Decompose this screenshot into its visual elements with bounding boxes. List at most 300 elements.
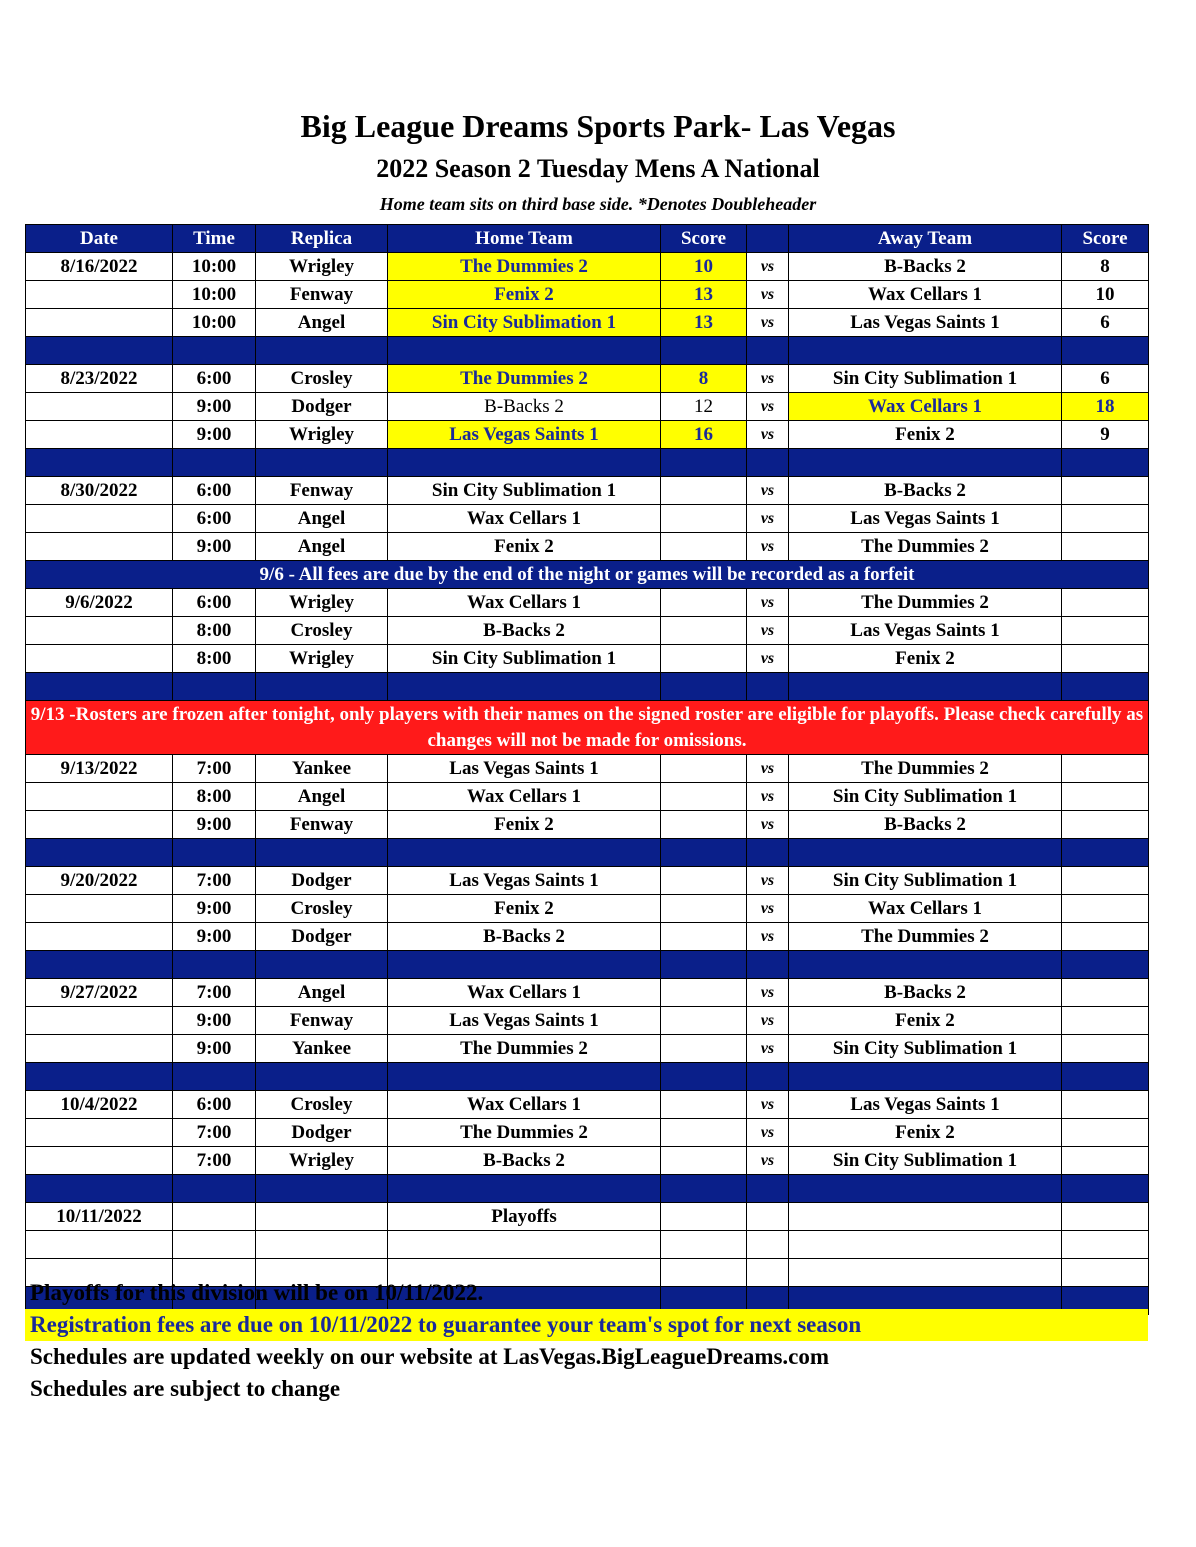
home-score-cell xyxy=(661,923,747,951)
separator-cell xyxy=(1062,1175,1149,1203)
date-cell xyxy=(26,309,173,337)
date-cell xyxy=(26,533,173,561)
vs-cell: vs xyxy=(747,309,789,337)
home-team-cell: Wax Cellars 1 xyxy=(388,505,661,533)
separator-cell xyxy=(26,1063,173,1091)
home-score-cell xyxy=(661,589,747,617)
vs-cell: vs xyxy=(747,645,789,673)
table-row xyxy=(26,1147,1149,1175)
vs-cell xyxy=(747,1203,789,1231)
away-score-cell xyxy=(1062,533,1149,561)
vs-cell: vs xyxy=(747,1147,789,1175)
home-team-cell: Las Vegas Saints 1 xyxy=(388,1007,661,1035)
separator-cell xyxy=(661,839,747,867)
footer-playoffs-note: Playoffs for this division will be on 10/11/2022. xyxy=(30,1280,484,1305)
time-cell: 8:00 xyxy=(173,783,256,811)
vs-cell: vs xyxy=(747,589,789,617)
away-team-cell: Fenix 2 xyxy=(789,645,1062,673)
replica-cell: Yankee xyxy=(256,755,388,783)
time-cell: 7:00 xyxy=(173,1119,256,1147)
away-score-cell xyxy=(1062,979,1149,1007)
away-score-cell xyxy=(1062,811,1149,839)
replica-cell: Fenway xyxy=(256,811,388,839)
home-team-cell: Fenix 2 xyxy=(388,895,661,923)
away-score-cell: 6 xyxy=(1062,365,1149,393)
replica-cell: Fenway xyxy=(256,281,388,309)
footer-registration-note: Registration fees are due on 10/11/2022 to guarantee your team's spot for next season xyxy=(25,1309,1148,1341)
replica-cell: Angel xyxy=(256,979,388,1007)
time-cell: 7:00 xyxy=(173,755,256,783)
home-team-cell: The Dummies 2 xyxy=(388,1035,661,1063)
separator-cell xyxy=(661,337,747,365)
date-cell: 9/6/2022 xyxy=(26,589,173,617)
replica-cell: Angel xyxy=(256,505,388,533)
separator-cell xyxy=(661,1063,747,1091)
time-cell: 7:00 xyxy=(173,867,256,895)
separator-cell xyxy=(173,951,256,979)
separator-cell xyxy=(173,449,256,477)
home-team-cell: Wax Cellars 1 xyxy=(388,979,661,1007)
away-score-cell: 8 xyxy=(1062,253,1149,281)
date-cell: 8/16/2022 xyxy=(26,253,173,281)
date-cell: 8/30/2022 xyxy=(26,477,173,505)
away-score-cell xyxy=(1062,783,1149,811)
separator-cell xyxy=(747,1175,789,1203)
replica-cell: Fenway xyxy=(256,477,388,505)
date-cell xyxy=(26,1119,173,1147)
replica-cell: Dodger xyxy=(256,867,388,895)
separator-cell xyxy=(256,673,388,701)
away-team-cell: Las Vegas Saints 1 xyxy=(789,505,1062,533)
replica-cell: Fenway xyxy=(256,1007,388,1035)
home-team-cell: Las Vegas Saints 1 xyxy=(388,421,661,449)
home-team-cell: Fenix 2 xyxy=(388,811,661,839)
home-score-cell xyxy=(661,1203,747,1231)
home-team-cell: The Dummies 2 xyxy=(388,1119,661,1147)
home-score-cell xyxy=(661,477,747,505)
separator-cell xyxy=(26,839,173,867)
home-score-cell: 16 xyxy=(661,421,747,449)
separator-cell xyxy=(1062,449,1149,477)
away-score-cell: 18 xyxy=(1062,393,1149,421)
separator-cell xyxy=(1062,1063,1149,1091)
away-team-cell: B-Backs 2 xyxy=(789,811,1062,839)
table-row xyxy=(26,365,1149,393)
home-team-cell: Las Vegas Saints 1 xyxy=(388,867,661,895)
footer-change-note: Schedules are subject to change xyxy=(30,1376,341,1401)
date-cell xyxy=(26,1231,173,1259)
table-row xyxy=(26,477,1149,505)
home-team-cell: Las Vegas Saints 1 xyxy=(388,755,661,783)
col-header-home-team: Home Team xyxy=(388,225,661,253)
replica-cell: Wrigley xyxy=(256,253,388,281)
away-score-cell xyxy=(1062,645,1149,673)
separator-cell xyxy=(661,951,747,979)
separator-cell xyxy=(661,673,747,701)
time-cell: 7:00 xyxy=(173,979,256,1007)
separator-cell xyxy=(256,839,388,867)
away-team-cell: The Dummies 2 xyxy=(789,923,1062,951)
away-team-cell: Las Vegas Saints 1 xyxy=(789,617,1062,645)
home-score-cell xyxy=(661,1091,747,1119)
replica-cell: Crosley xyxy=(256,895,388,923)
date-cell xyxy=(26,895,173,923)
replica-cell xyxy=(256,1231,388,1259)
table-row xyxy=(26,253,1149,281)
replica-cell: Dodger xyxy=(256,393,388,421)
separator-cell xyxy=(173,1175,256,1203)
away-team-cell: Las Vegas Saints 1 xyxy=(789,1091,1062,1119)
time-cell xyxy=(173,1203,256,1231)
separator-cell xyxy=(747,839,789,867)
away-team-cell: Wax Cellars 1 xyxy=(789,393,1062,421)
date-cell xyxy=(26,1007,173,1035)
home-score-cell xyxy=(661,1119,747,1147)
separator-cell xyxy=(256,1175,388,1203)
away-team-cell xyxy=(789,1203,1062,1231)
home-score-cell xyxy=(661,533,747,561)
away-team-cell: Sin City Sublimation 1 xyxy=(789,867,1062,895)
vs-cell: vs xyxy=(747,477,789,505)
table-row xyxy=(26,979,1149,1007)
table-row xyxy=(26,309,1149,337)
separator-cell xyxy=(747,673,789,701)
home-team-cell: Fenix 2 xyxy=(388,281,661,309)
page-subtitle: 2022 Season 2 Tuesday Mens A National xyxy=(376,154,820,183)
table-row xyxy=(26,867,1149,895)
away-team-cell xyxy=(789,1231,1062,1259)
time-cell: 9:00 xyxy=(173,923,256,951)
date-cell xyxy=(26,923,173,951)
table-row xyxy=(26,895,1149,923)
separator-cell xyxy=(1062,951,1149,979)
col-header-replica: Replica xyxy=(256,225,388,253)
vs-cell: vs xyxy=(747,533,789,561)
separator-cell xyxy=(789,337,1062,365)
separator-row xyxy=(26,449,1149,477)
vs-cell: vs xyxy=(747,979,789,1007)
home-score-cell xyxy=(661,645,747,673)
away-team-cell: Sin City Sublimation 1 xyxy=(789,365,1062,393)
home-score-cell xyxy=(661,617,747,645)
home-score-cell: 8 xyxy=(661,365,747,393)
page-title: Big League Dreams Sports Park- Las Vegas xyxy=(300,108,896,144)
vs-cell: vs xyxy=(747,1035,789,1063)
separator-cell xyxy=(789,1175,1062,1203)
table-row xyxy=(26,421,1149,449)
separator-cell xyxy=(26,1175,173,1203)
away-score-cell xyxy=(1062,1119,1149,1147)
vs-cell: vs xyxy=(747,253,789,281)
date-cell xyxy=(26,421,173,449)
separator-cell xyxy=(173,673,256,701)
time-cell: 9:00 xyxy=(173,1007,256,1035)
away-team-cell: Fenix 2 xyxy=(789,1007,1062,1035)
table-row xyxy=(26,1203,1149,1231)
home-team-cell: Sin City Sublimation 1 xyxy=(388,645,661,673)
col-header-away-score: Score xyxy=(1062,225,1149,253)
replica-cell: Angel xyxy=(256,309,388,337)
separator-cell xyxy=(173,1063,256,1091)
separator-cell xyxy=(26,673,173,701)
table-row xyxy=(26,811,1149,839)
table-row xyxy=(26,1231,1149,1259)
separator-cell xyxy=(256,449,388,477)
home-team-cell: Sin City Sublimation 1 xyxy=(388,477,661,505)
separator-cell xyxy=(747,951,789,979)
alert-text: 9/13 -Rosters are frozen after tonight, only players with their names on the signed roster are eligible for playoffs. Please check carefully as changes will not be made for omissions. xyxy=(26,701,1149,755)
separator-cell xyxy=(388,839,661,867)
table-row xyxy=(26,505,1149,533)
date-cell: 9/27/2022 xyxy=(26,979,173,1007)
away-score-cell: 9 xyxy=(1062,421,1149,449)
table-row xyxy=(26,1035,1149,1063)
time-cell: 6:00 xyxy=(173,365,256,393)
col-header-date: Date xyxy=(26,225,173,253)
time-cell xyxy=(173,1231,256,1259)
time-cell: 6:00 xyxy=(173,505,256,533)
away-score-cell: 10 xyxy=(1062,281,1149,309)
separator-cell xyxy=(747,1063,789,1091)
time-cell: 8:00 xyxy=(173,645,256,673)
away-team-cell: The Dummies 2 xyxy=(789,755,1062,783)
table-row xyxy=(26,393,1149,421)
separator-cell xyxy=(256,337,388,365)
vs-cell: vs xyxy=(747,923,789,951)
vs-cell: vs xyxy=(747,365,789,393)
replica-cell: Crosley xyxy=(256,365,388,393)
separator-cell xyxy=(1062,673,1149,701)
home-score-cell xyxy=(661,979,747,1007)
date-cell xyxy=(26,1035,173,1063)
separator-cell xyxy=(747,449,789,477)
away-team-cell: The Dummies 2 xyxy=(789,533,1062,561)
away-team-cell: Fenix 2 xyxy=(789,1119,1062,1147)
footer-website-note: Schedules are updated weekly on our website at LasVegas.BigLeagueDreams.com xyxy=(30,1344,830,1369)
time-cell: 9:00 xyxy=(173,393,256,421)
replica-cell: Angel xyxy=(256,783,388,811)
separator-cell xyxy=(789,673,1062,701)
table-row xyxy=(26,755,1149,783)
col-header-time: Time xyxy=(173,225,256,253)
vs-cell: vs xyxy=(747,895,789,923)
time-cell: 9:00 xyxy=(173,895,256,923)
home-score-cell: 12 xyxy=(661,393,747,421)
home-score-cell xyxy=(661,1007,747,1035)
time-cell: 6:00 xyxy=(173,1091,256,1119)
time-cell: 7:00 xyxy=(173,1147,256,1175)
table-row xyxy=(26,923,1149,951)
time-cell: 9:00 xyxy=(173,421,256,449)
table-row xyxy=(26,645,1149,673)
separator-cell xyxy=(661,1175,747,1203)
away-score-cell xyxy=(1062,1091,1149,1119)
home-team-cell: B-Backs 2 xyxy=(388,617,661,645)
home-score-cell xyxy=(661,1035,747,1063)
time-cell: 10:00 xyxy=(173,281,256,309)
alert-row xyxy=(26,701,1149,755)
separator-row xyxy=(26,1063,1149,1091)
table-row xyxy=(26,589,1149,617)
replica-cell: Wrigley xyxy=(256,645,388,673)
away-team-cell: Sin City Sublimation 1 xyxy=(789,1147,1062,1175)
separator-cell xyxy=(256,951,388,979)
replica-cell: Dodger xyxy=(256,923,388,951)
away-team-cell: Fenix 2 xyxy=(789,421,1062,449)
table-row xyxy=(26,617,1149,645)
vs-cell: vs xyxy=(747,867,789,895)
home-score-cell xyxy=(661,783,747,811)
replica-cell: Angel xyxy=(256,533,388,561)
separator-cell xyxy=(661,449,747,477)
replica-cell xyxy=(256,1203,388,1231)
away-score-cell xyxy=(1062,477,1149,505)
away-team-cell: Sin City Sublimation 1 xyxy=(789,783,1062,811)
home-score-cell xyxy=(661,811,747,839)
replica-cell: Crosley xyxy=(256,1091,388,1119)
date-cell xyxy=(26,1147,173,1175)
vs-cell: vs xyxy=(747,1007,789,1035)
away-team-cell: B-Backs 2 xyxy=(789,253,1062,281)
date-cell: 9/13/2022 xyxy=(26,755,173,783)
away-team-cell: Wax Cellars 1 xyxy=(789,281,1062,309)
separator-cell xyxy=(789,839,1062,867)
col-header-away-team: Away Team xyxy=(789,225,1062,253)
separator-cell xyxy=(1062,337,1149,365)
separator-cell xyxy=(256,1063,388,1091)
away-team-cell: Wax Cellars 1 xyxy=(789,895,1062,923)
replica-cell: Wrigley xyxy=(256,421,388,449)
vs-cell xyxy=(747,1231,789,1259)
vs-cell: vs xyxy=(747,393,789,421)
separator-row xyxy=(26,1175,1149,1203)
vs-cell: vs xyxy=(747,421,789,449)
table-row xyxy=(26,1119,1149,1147)
away-score-cell xyxy=(1062,755,1149,783)
away-score-cell xyxy=(1062,867,1149,895)
replica-cell: Wrigley xyxy=(256,589,388,617)
away-team-cell: B-Backs 2 xyxy=(789,477,1062,505)
table-row xyxy=(26,1007,1149,1035)
date-cell: 10/4/2022 xyxy=(26,1091,173,1119)
home-score-cell xyxy=(661,505,747,533)
date-cell: 9/20/2022 xyxy=(26,867,173,895)
home-team-cell: Playoffs xyxy=(388,1203,661,1231)
date-cell xyxy=(26,393,173,421)
date-cell xyxy=(26,811,173,839)
separator-cell xyxy=(388,449,661,477)
away-team-cell: Las Vegas Saints 1 xyxy=(789,309,1062,337)
separator-cell xyxy=(1062,839,1149,867)
replica-cell: Crosley xyxy=(256,617,388,645)
home-score-cell: 13 xyxy=(661,309,747,337)
away-score-cell xyxy=(1062,617,1149,645)
separator-cell xyxy=(789,1063,1062,1091)
home-score-cell xyxy=(661,867,747,895)
home-team-cell: B-Backs 2 xyxy=(388,923,661,951)
table-row xyxy=(26,783,1149,811)
time-cell: 10:00 xyxy=(173,309,256,337)
away-score-cell xyxy=(1062,589,1149,617)
away-score-cell xyxy=(1062,1203,1149,1231)
home-team-cell xyxy=(388,1231,661,1259)
away-score-cell xyxy=(1062,1147,1149,1175)
date-cell xyxy=(26,617,173,645)
replica-cell: Wrigley xyxy=(256,1147,388,1175)
separator-row xyxy=(26,839,1149,867)
away-score-cell xyxy=(1062,923,1149,951)
date-cell: 8/23/2022 xyxy=(26,365,173,393)
vs-cell: vs xyxy=(747,755,789,783)
separator-row xyxy=(26,673,1149,701)
time-cell: 9:00 xyxy=(173,811,256,839)
col-header-home-score: Score xyxy=(661,225,747,253)
header-note: Home team sits on third base side. *Denotes Doubleheader xyxy=(379,194,817,214)
separator-cell xyxy=(173,839,256,867)
home-score-cell xyxy=(661,895,747,923)
vs-cell: vs xyxy=(747,505,789,533)
home-team-cell: Wax Cellars 1 xyxy=(388,1091,661,1119)
separator-cell xyxy=(388,1063,661,1091)
away-score-cell xyxy=(1062,505,1149,533)
away-team-cell: B-Backs 2 xyxy=(789,979,1062,1007)
table-header-row xyxy=(26,225,1149,253)
home-score-cell xyxy=(661,1231,747,1259)
home-team-cell: Fenix 2 xyxy=(388,533,661,561)
time-cell: 8:00 xyxy=(173,617,256,645)
col-header-vs xyxy=(747,225,789,253)
home-team-cell: Sin City Sublimation 1 xyxy=(388,309,661,337)
time-cell: 9:00 xyxy=(173,1035,256,1063)
separator-cell xyxy=(173,337,256,365)
date-cell xyxy=(26,505,173,533)
time-cell: 6:00 xyxy=(173,589,256,617)
vs-cell: vs xyxy=(747,783,789,811)
separator-cell xyxy=(789,449,1062,477)
home-team-cell: The Dummies 2 xyxy=(388,253,661,281)
away-score-cell: 6 xyxy=(1062,309,1149,337)
schedule-table xyxy=(25,224,1149,1315)
separator-cell xyxy=(26,951,173,979)
home-team-cell: The Dummies 2 xyxy=(388,365,661,393)
home-team-cell: B-Backs 2 xyxy=(388,393,661,421)
away-score-cell xyxy=(1062,1035,1149,1063)
separator-cell xyxy=(26,337,173,365)
date-cell xyxy=(26,281,173,309)
date-cell xyxy=(26,645,173,673)
table-row xyxy=(26,1091,1149,1119)
separator-row xyxy=(26,337,1149,365)
vs-cell: vs xyxy=(747,617,789,645)
home-team-cell: Wax Cellars 1 xyxy=(388,589,661,617)
time-cell: 10:00 xyxy=(173,253,256,281)
replica-cell: Dodger xyxy=(256,1119,388,1147)
home-score-cell xyxy=(661,755,747,783)
vs-cell: vs xyxy=(747,281,789,309)
separator-cell xyxy=(747,337,789,365)
notice-text: 9/6 - All fees are due by the end of the night or games will be recorded as a forfeit xyxy=(26,561,1149,589)
home-team-cell: B-Backs 2 xyxy=(388,1147,661,1175)
time-cell: 9:00 xyxy=(173,533,256,561)
date-cell: 10/11/2022 xyxy=(26,1203,173,1231)
time-cell: 6:00 xyxy=(173,477,256,505)
separator-row xyxy=(26,951,1149,979)
separator-cell xyxy=(388,951,661,979)
table-row xyxy=(26,281,1149,309)
away-score-cell xyxy=(1062,895,1149,923)
home-score-cell: 10 xyxy=(661,253,747,281)
vs-cell: vs xyxy=(747,1119,789,1147)
